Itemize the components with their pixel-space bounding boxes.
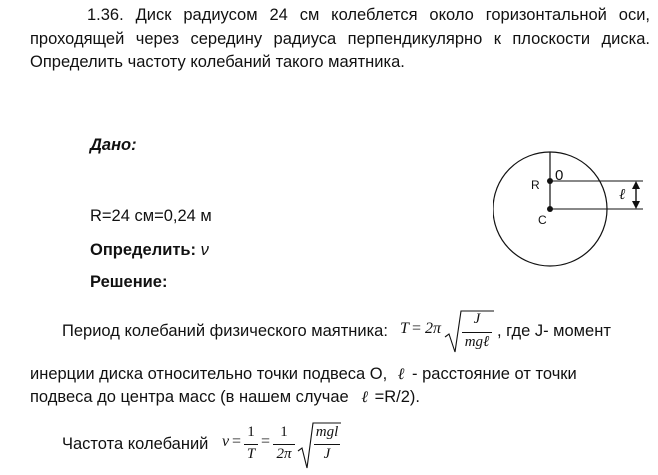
find-line <box>90 239 209 262</box>
disk-diagram <box>493 148 653 270</box>
frequency-formula <box>222 422 342 474</box>
solution-line-2 <box>30 363 577 386</box>
solution-line-3-before: подвеса до центра масс (в нашем случае <box>30 388 349 406</box>
arrow-head-down <box>632 201 640 209</box>
period-num: J <box>473 311 481 327</box>
freq-den1: T <box>246 446 256 462</box>
label-l: ℓ <box>619 187 626 203</box>
freq-rad-den: J <box>323 446 331 462</box>
ell-symbol-2: ℓ <box>361 389 369 406</box>
freq-eq1: = <box>232 433 242 450</box>
given-heading: Дано: <box>90 136 137 154</box>
freq-rad-num: mgl <box>315 424 339 440</box>
solution-line-1-after: , где J- момент <box>497 322 611 340</box>
freq-lhs: ν <box>222 433 230 450</box>
find-symbol: ν <box>200 241 209 259</box>
period-den: mgℓ <box>464 334 490 350</box>
label-c: C <box>538 213 547 227</box>
solution-line-2-after: - расстояние от точки <box>412 365 577 383</box>
period-lhs: T <box>400 320 409 337</box>
ell-symbol-1: ℓ <box>397 366 405 383</box>
freq-bar2 <box>273 444 295 445</box>
freq-eq2: = <box>261 433 271 450</box>
label-o: 0 <box>555 167 564 184</box>
period-formula <box>400 308 510 358</box>
period-fraction-bar <box>462 332 492 333</box>
given-value: R=24 см=0,24 м <box>90 207 212 225</box>
period-eq: = <box>412 320 422 337</box>
freq-rad-bar <box>314 444 340 445</box>
freq-den2: 2π <box>276 446 292 462</box>
problem-statement: 1.36. Диск радиусом 24 см колеблется около горизонтальной оси, проходящей через середину радиуса перпендикулярно к плоскости диска. Определить частоту колебаний такого маятника. <box>30 6 650 71</box>
period-coef: 2π <box>425 320 442 337</box>
freq-num1: 1 <box>247 424 255 440</box>
arrow-head-up <box>632 181 640 189</box>
freq-bar1 <box>244 444 258 445</box>
freq-num2: 1 <box>280 424 288 440</box>
solution-line-3-after: =R/2). <box>374 388 421 406</box>
frequency-label: Частота колебаний <box>62 435 209 453</box>
solution-line-1-before: Период колебаний физического маятника: <box>62 322 388 340</box>
solution-line-3 <box>30 386 420 409</box>
solution-line-2-text: инерции диска относительно точки подвеса О, <box>30 365 388 383</box>
label-r: R <box>531 178 540 192</box>
find-heading: Определить: <box>90 241 197 259</box>
solution-heading: Решение: <box>90 273 168 291</box>
